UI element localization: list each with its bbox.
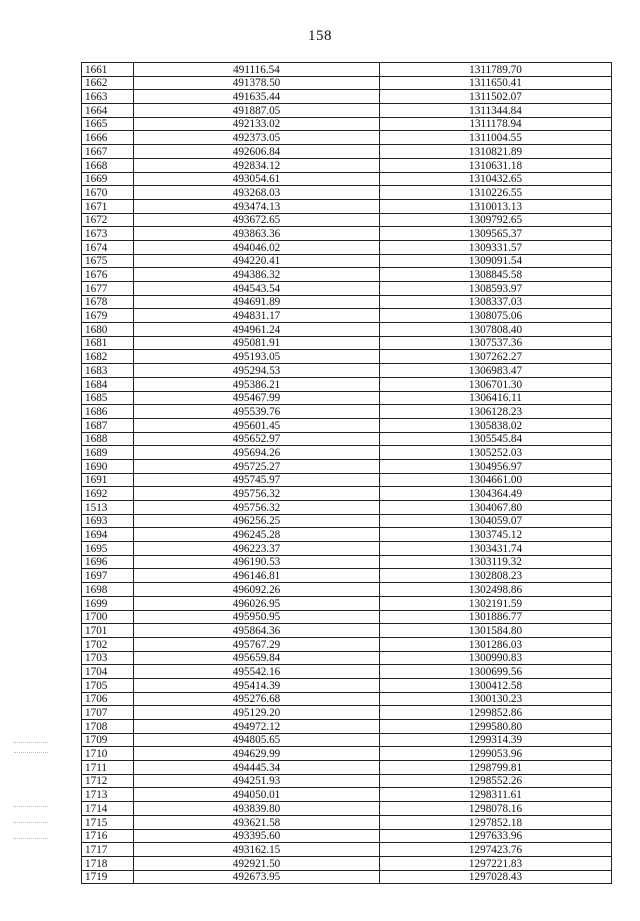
point-number-cell: 1667 [82, 145, 134, 159]
y-coordinate-cell: 1302498.86 [380, 583, 612, 597]
x-coordinate-cell: 491116.54 [134, 63, 380, 77]
table-row [82, 213, 612, 227]
margin-mark [14, 822, 48, 824]
table-row [82, 610, 612, 624]
x-coordinate-cell: 493054.61 [134, 172, 380, 186]
y-coordinate-cell: 1298078.16 [380, 802, 612, 816]
table-row [82, 802, 612, 816]
x-coordinate-cell: 495129.20 [134, 706, 380, 720]
table-row [82, 870, 612, 884]
point-number-cell: 1717 [82, 843, 134, 857]
margin-mark [14, 838, 48, 840]
table-row [82, 706, 612, 720]
y-coordinate-cell: 1306701.30 [380, 377, 612, 391]
y-coordinate-cell: 1308337.03 [380, 295, 612, 309]
point-number-cell: 1719 [82, 870, 134, 884]
table-row [82, 117, 612, 131]
y-coordinate-cell: 1311650.41 [380, 76, 612, 90]
table-row [82, 295, 612, 309]
y-coordinate-cell: 1310432.65 [380, 172, 612, 186]
table-row [82, 747, 612, 761]
y-coordinate-cell: 1297423.76 [380, 843, 612, 857]
point-number-cell: 1691 [82, 473, 134, 487]
y-coordinate-cell: 1306416.11 [380, 391, 612, 405]
y-coordinate-cell: 1300130.23 [380, 692, 612, 706]
point-number-cell: 1713 [82, 788, 134, 802]
y-coordinate-cell: 1300412.58 [380, 678, 612, 692]
table-row [82, 323, 612, 337]
point-number-cell: 1692 [82, 487, 134, 501]
y-coordinate-cell: 1299314.39 [380, 733, 612, 747]
point-number-cell: 1697 [82, 569, 134, 583]
y-coordinate-cell: 1310821.89 [380, 145, 612, 159]
point-number-cell: 1700 [82, 610, 134, 624]
x-coordinate-cell: 495542.16 [134, 665, 380, 679]
x-coordinate-cell: 495767.29 [134, 637, 380, 651]
table-row [82, 309, 612, 323]
y-coordinate-cell: 1302808.23 [380, 569, 612, 583]
table-row [82, 555, 612, 569]
y-coordinate-cell: 1307262.27 [380, 350, 612, 364]
y-coordinate-cell: 1305545.84 [380, 432, 612, 446]
x-coordinate-cell: 495386.21 [134, 377, 380, 391]
table-row [82, 364, 612, 378]
x-coordinate-cell: 495694.26 [134, 446, 380, 460]
x-coordinate-cell: 495081.91 [134, 336, 380, 350]
y-coordinate-cell: 1299053.96 [380, 747, 612, 761]
table-row [82, 514, 612, 528]
y-coordinate-cell: 1297028.43 [380, 870, 612, 884]
table-row [82, 583, 612, 597]
point-number-cell: 1683 [82, 364, 134, 378]
y-coordinate-cell: 1307537.36 [380, 336, 612, 350]
y-coordinate-cell: 1299580.80 [380, 720, 612, 734]
y-coordinate-cell: 1309792.65 [380, 213, 612, 227]
y-coordinate-cell: 1304661.00 [380, 473, 612, 487]
coordinates-table [81, 62, 612, 884]
y-coordinate-cell: 1304364.49 [380, 487, 612, 501]
y-coordinate-cell: 1311178.94 [380, 117, 612, 131]
x-coordinate-cell: 493474.13 [134, 199, 380, 213]
point-number-cell: 1706 [82, 692, 134, 706]
y-coordinate-cell: 1303431.74 [380, 542, 612, 556]
table-row [82, 377, 612, 391]
y-coordinate-cell: 1308845.58 [380, 268, 612, 282]
x-coordinate-cell: 492834.12 [134, 158, 380, 172]
point-number-cell: 1709 [82, 733, 134, 747]
x-coordinate-cell: 496026.95 [134, 596, 380, 610]
x-coordinate-cell: 494961.24 [134, 323, 380, 337]
y-coordinate-cell: 1309091.54 [380, 254, 612, 268]
point-number-cell: 1674 [82, 240, 134, 254]
point-number-cell: 1664 [82, 104, 134, 118]
point-number-cell: 1661 [82, 63, 134, 77]
point-number-cell: 1681 [82, 336, 134, 350]
table-row [82, 199, 612, 213]
table-row [82, 446, 612, 460]
table-row [82, 761, 612, 775]
point-number-cell: 1693 [82, 514, 134, 528]
x-coordinate-cell: 494831.17 [134, 309, 380, 323]
point-number-cell: 1684 [82, 377, 134, 391]
x-coordinate-cell: 494386.32 [134, 268, 380, 282]
x-coordinate-cell: 495601.45 [134, 418, 380, 432]
x-coordinate-cell: 495756.32 [134, 501, 380, 515]
page-number: 158 [308, 28, 332, 44]
table-row [82, 76, 612, 90]
y-coordinate-cell: 1304067.80 [380, 501, 612, 515]
y-coordinate-cell: 1307808.40 [380, 323, 612, 337]
x-coordinate-cell: 494050.01 [134, 788, 380, 802]
point-number-cell: 1711 [82, 761, 134, 775]
y-coordinate-cell: 1298799.81 [380, 761, 612, 775]
point-number-cell: 1708 [82, 720, 134, 734]
point-number-cell: 1687 [82, 418, 134, 432]
x-coordinate-cell: 493395.60 [134, 829, 380, 843]
x-coordinate-cell: 494220.41 [134, 254, 380, 268]
x-coordinate-cell: 494805.65 [134, 733, 380, 747]
table-row [82, 843, 612, 857]
x-coordinate-cell: 495659.84 [134, 651, 380, 665]
table-row [82, 651, 612, 665]
y-coordinate-cell: 1305252.03 [380, 446, 612, 460]
x-coordinate-cell: 495539.76 [134, 405, 380, 419]
y-coordinate-cell: 1304059.07 [380, 514, 612, 528]
point-number-cell: 1715 [82, 815, 134, 829]
table-row [82, 63, 612, 77]
point-number-cell: 1703 [82, 651, 134, 665]
table-row [82, 186, 612, 200]
table-row [82, 405, 612, 419]
table-row [82, 733, 612, 747]
table-row [82, 596, 612, 610]
y-coordinate-cell: 1304956.97 [380, 459, 612, 473]
y-coordinate-cell: 1298311.61 [380, 788, 612, 802]
point-number-cell: 1705 [82, 678, 134, 692]
point-number-cell: 1671 [82, 199, 134, 213]
y-coordinate-cell: 1299852.86 [380, 706, 612, 720]
point-number-cell: 1699 [82, 596, 134, 610]
y-coordinate-cell: 1311502.07 [380, 90, 612, 104]
x-coordinate-cell: 493672.65 [134, 213, 380, 227]
table-row [82, 569, 612, 583]
x-coordinate-cell: 493268.03 [134, 186, 380, 200]
point-number-cell: 1704 [82, 665, 134, 679]
point-number-cell: 1679 [82, 309, 134, 323]
x-coordinate-cell: 496092.26 [134, 583, 380, 597]
y-coordinate-cell: 1306128.23 [380, 405, 612, 419]
point-number-cell: 1712 [82, 774, 134, 788]
y-coordinate-cell: 1300699.56 [380, 665, 612, 679]
table-row [82, 473, 612, 487]
margin-mark [14, 752, 48, 754]
point-number-cell: 1672 [82, 213, 134, 227]
point-number-cell: 1714 [82, 802, 134, 816]
table-row [82, 158, 612, 172]
y-coordinate-cell: 1311789.70 [380, 63, 612, 77]
y-coordinate-cell: 1297852.18 [380, 815, 612, 829]
margin-mark [14, 806, 48, 808]
point-number-cell: 1673 [82, 227, 134, 241]
table-row [82, 528, 612, 542]
y-coordinate-cell: 1301886.77 [380, 610, 612, 624]
point-number-cell: 1718 [82, 856, 134, 870]
point-number-cell: 1682 [82, 350, 134, 364]
point-number-cell: 1678 [82, 295, 134, 309]
table-row [82, 391, 612, 405]
point-number-cell: 1670 [82, 186, 134, 200]
table-row [82, 432, 612, 446]
point-number-cell: 1690 [82, 459, 134, 473]
y-coordinate-cell: 1303119.32 [380, 555, 612, 569]
point-number-cell: 1694 [82, 528, 134, 542]
x-coordinate-cell: 496146.81 [134, 569, 380, 583]
point-number-cell: 1696 [82, 555, 134, 569]
point-number-cell: 1688 [82, 432, 134, 446]
point-number-cell: 1716 [82, 829, 134, 843]
y-coordinate-cell: 1300990.83 [380, 651, 612, 665]
point-number-cell: 1666 [82, 131, 134, 145]
x-coordinate-cell: 494691.89 [134, 295, 380, 309]
table-row [82, 145, 612, 159]
table-row [82, 692, 612, 706]
point-number-cell: 1677 [82, 282, 134, 296]
y-coordinate-cell: 1297633.96 [380, 829, 612, 843]
x-coordinate-cell: 491635.44 [134, 90, 380, 104]
y-coordinate-cell: 1311344.84 [380, 104, 612, 118]
y-coordinate-cell: 1309331.57 [380, 240, 612, 254]
table-row [82, 227, 612, 241]
point-number-cell: 1707 [82, 706, 134, 720]
point-number-cell: 1689 [82, 446, 134, 460]
table-row [82, 131, 612, 145]
point-number-cell: 1669 [82, 172, 134, 186]
point-number-cell: 1698 [82, 583, 134, 597]
table-row [82, 487, 612, 501]
table-row [82, 282, 612, 296]
table-row [82, 336, 612, 350]
table-row [82, 90, 612, 104]
point-number-cell: 1663 [82, 90, 134, 104]
table-row [82, 172, 612, 186]
y-coordinate-cell: 1301584.80 [380, 624, 612, 638]
x-coordinate-cell: 492673.95 [134, 870, 380, 884]
y-coordinate-cell: 1305838.02 [380, 418, 612, 432]
x-coordinate-cell: 495294.53 [134, 364, 380, 378]
coordinates-table-body [82, 63, 612, 884]
y-coordinate-cell: 1311004.55 [380, 131, 612, 145]
table-row [82, 774, 612, 788]
point-number-cell: 1662 [82, 76, 134, 90]
table-row [82, 268, 612, 282]
x-coordinate-cell: 495276.68 [134, 692, 380, 706]
y-coordinate-cell: 1298552.26 [380, 774, 612, 788]
point-number-cell: 1686 [82, 405, 134, 419]
y-coordinate-cell: 1308075.06 [380, 309, 612, 323]
y-coordinate-cell: 1310013.13 [380, 199, 612, 213]
table-row [82, 637, 612, 651]
y-coordinate-cell: 1301286.03 [380, 637, 612, 651]
x-coordinate-cell: 494251.93 [134, 774, 380, 788]
table-row [82, 829, 612, 843]
y-coordinate-cell: 1306983.47 [380, 364, 612, 378]
table-row [82, 240, 612, 254]
table-row [82, 350, 612, 364]
x-coordinate-cell: 491887.05 [134, 104, 380, 118]
table-row [82, 459, 612, 473]
point-number-cell: 1675 [82, 254, 134, 268]
x-coordinate-cell: 493621.58 [134, 815, 380, 829]
y-coordinate-cell: 1303745.12 [380, 528, 612, 542]
x-coordinate-cell: 493863.36 [134, 227, 380, 241]
x-coordinate-cell: 492921.50 [134, 856, 380, 870]
x-coordinate-cell: 495725.27 [134, 459, 380, 473]
y-coordinate-cell: 1309565.37 [380, 227, 612, 241]
x-coordinate-cell: 496245.28 [134, 528, 380, 542]
table-row [82, 788, 612, 802]
point-number-cell: 1676 [82, 268, 134, 282]
x-coordinate-cell: 492606.84 [134, 145, 380, 159]
table-row [82, 418, 612, 432]
x-coordinate-cell: 494972.12 [134, 720, 380, 734]
x-coordinate-cell: 491378.50 [134, 76, 380, 90]
point-number-cell: 1695 [82, 542, 134, 556]
point-number-cell: 1701 [82, 624, 134, 638]
point-number-cell: 1680 [82, 323, 134, 337]
point-number-cell: 1513 [82, 501, 134, 515]
table-row [82, 815, 612, 829]
x-coordinate-cell: 495193.05 [134, 350, 380, 364]
point-number-cell: 1685 [82, 391, 134, 405]
x-coordinate-cell: 495756.32 [134, 487, 380, 501]
table-row [82, 624, 612, 638]
x-coordinate-cell: 496223.37 [134, 542, 380, 556]
table-row [82, 104, 612, 118]
table-row [82, 542, 612, 556]
x-coordinate-cell: 492373.05 [134, 131, 380, 145]
x-coordinate-cell: 496256.25 [134, 514, 380, 528]
table-row [82, 665, 612, 679]
point-number-cell: 1668 [82, 158, 134, 172]
x-coordinate-cell: 492133.02 [134, 117, 380, 131]
y-coordinate-cell: 1297221.83 [380, 856, 612, 870]
x-coordinate-cell: 495414.39 [134, 678, 380, 692]
x-coordinate-cell: 494046.02 [134, 240, 380, 254]
x-coordinate-cell: 493162.15 [134, 843, 380, 857]
y-coordinate-cell: 1310631.18 [380, 158, 612, 172]
y-coordinate-cell: 1302191.59 [380, 596, 612, 610]
table-row [82, 501, 612, 515]
table-row [82, 678, 612, 692]
x-coordinate-cell: 494629.99 [134, 747, 380, 761]
margin-mark [14, 742, 48, 744]
x-coordinate-cell: 495745.97 [134, 473, 380, 487]
y-coordinate-cell: 1308593.97 [380, 282, 612, 296]
x-coordinate-cell: 495467.99 [134, 391, 380, 405]
x-coordinate-cell: 493839.80 [134, 802, 380, 816]
x-coordinate-cell: 495864.36 [134, 624, 380, 638]
table-row [82, 254, 612, 268]
x-coordinate-cell: 494543.54 [134, 282, 380, 296]
x-coordinate-cell: 496190.53 [134, 555, 380, 569]
y-coordinate-cell: 1310226.55 [380, 186, 612, 200]
table-row [82, 720, 612, 734]
x-coordinate-cell: 494445.34 [134, 761, 380, 775]
point-number-cell: 1665 [82, 117, 134, 131]
point-number-cell: 1710 [82, 747, 134, 761]
table-row [82, 856, 612, 870]
x-coordinate-cell: 495652.97 [134, 432, 380, 446]
point-number-cell: 1702 [82, 637, 134, 651]
x-coordinate-cell: 495950.95 [134, 610, 380, 624]
